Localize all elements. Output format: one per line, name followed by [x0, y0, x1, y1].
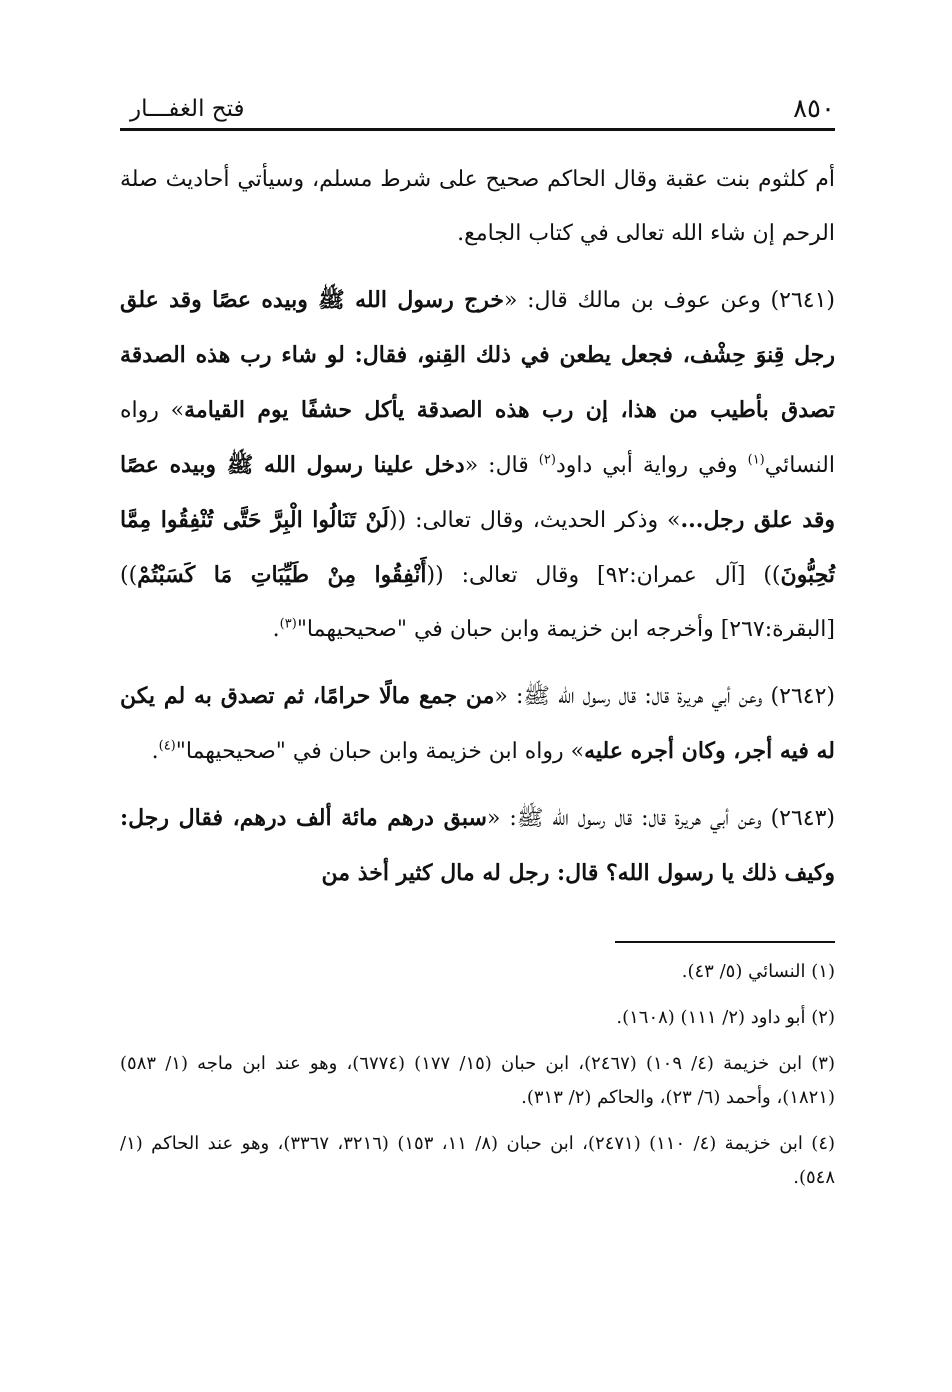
hadith-2642 — [120, 669, 835, 779]
hadith-quote: سبق درهم مائة ألف درهم، فقال رجل: وكيف ذلك يا رسول الله؟ قال: رجل له مال كثير أخذ من — [120, 805, 835, 886]
hadith-2643 — [120, 791, 835, 901]
hadith-lead: وعن أبي هريرة قال: قال رسول الله ﷺ: « — [494, 684, 771, 709]
hadith-text: قال: « — [464, 453, 539, 478]
footnote-ref: (٢) — [538, 452, 556, 468]
hadith-lead: وعن عوف بن مالك قال: « — [504, 288, 771, 313]
page-number: ٨٥٠ — [793, 94, 835, 124]
hadith-text: . — [151, 739, 159, 764]
footnote-3: (٣) ابن خزيمة (٤/ ١٠٩) (٢٤٦٧)، ابن حبان (١٥/ ١٧٧) (٦٧٧٤)، وهو عند ابن ماجه (١/ ٥٨٣) (١٨٢١)، وأحمد (٦/ ٢٣)، والحاكم (٢/ ٣١٣). — [120, 1053, 835, 1108]
intro-paragraph: أم كلثوم بنت عقبة وقال الحاكم صحيح على شرط مسلم، وسيأتي أحاديث صلة الرحم إن شاء الله تعالى في كتاب الجامع. — [120, 167, 835, 246]
hadith-quote: خرج رسول الله ﷺ وبيده عصًا وقد علق رجل قِنوَ حِشْف، فجعل يطعن في ذلك القِنو، فقال: لو شاء رب هذه الصدقة تصدق بأطيب من هذا، إن رب هذه الصدقة يأكل حشفًا يوم القيامة — [120, 287, 835, 423]
footnote-ref: (٣) — [279, 616, 297, 632]
hadith-number: (٢٦٤٢) — [770, 684, 835, 709]
footnote-4: (٤) ابن خزيمة (٤/ ١١٠) (٢٤٧١)، ابن حبان (٨/ ١١، ١٥٣) (٣٢١٦، ٣٣٦٧)، وهو عند الحاكم (١/ ٥٤٨). — [120, 1133, 836, 1188]
hadith-text: » رواه النسائي — [120, 398, 835, 478]
quran-verse: لَنْ تَنَالُوا الْبِرَّ حَتَّى تُنْفِقُوا مِمَّا تُحِبُّونَ — [120, 507, 836, 588]
footnote-separator — [615, 941, 835, 943]
footnotes — [120, 955, 835, 1195]
hadith-text: )) [آل عمران:٩٢] وقال تعالى: (( — [426, 563, 781, 588]
book-title: فتح الغفـــار — [130, 96, 245, 122]
footnote-ref: (٤) — [158, 738, 176, 754]
page-header — [120, 88, 835, 131]
hadith-quote: من جمع مالًا حرامًا، ثم تصدق به لم يكن له فيه أجر، وكان أجره عليه — [120, 683, 835, 764]
hadith-quote: دخل علينا رسول الله ﷺ وبيده عصًا وقد علق رجل... — [120, 452, 835, 533]
hadith-text: » وذكر الحديث، وقال تعالى: (( — [389, 508, 681, 533]
book-page — [120, 88, 835, 1207]
hadith-lead: وعن أبي هريرة قال: قال رسول الله ﷺ: « — [487, 806, 771, 831]
footnote-2: (٢) أبو داود (٢/ ١١١) (١٦٠٨). — [616, 1007, 835, 1028]
hadith-number: (٢٦٤٣) — [770, 806, 836, 831]
hadith-text: » رواه ابن خزيمة وابن حبان في "صحيحيهما" — [175, 739, 585, 764]
quran-verse: أَنْفِقُوا مِنْ طَيِّبَاتِ مَا كَسَبْتُمْ — [137, 562, 427, 588]
hadith-number: (٢٦٤١) — [770, 288, 835, 313]
hadith-2641 — [120, 273, 835, 657]
hadith-text: ))[البقرة:٢٦٧] وأخرجه ابن خزيمة وابن حبان في "صحيحيهما" — [120, 563, 835, 642]
hadith-text: وفي رواية أبي داود — [555, 453, 748, 478]
footnote-ref: (١) — [747, 452, 765, 468]
footnote-1: (١) النسائي (٥/ ٤٣). — [681, 961, 835, 982]
hadith-text: . — [272, 617, 280, 642]
